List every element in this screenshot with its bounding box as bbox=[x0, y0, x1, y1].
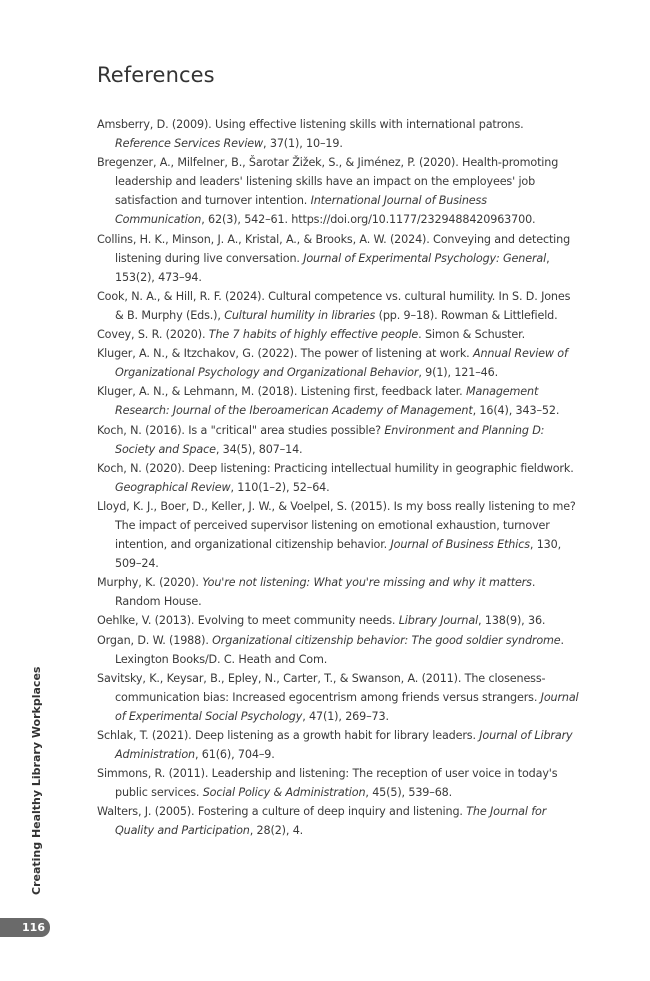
reference-entry bbox=[97, 573, 579, 611]
reference-source: Social Policy & Administration bbox=[202, 786, 366, 800]
reference-source: Geographical Review bbox=[115, 480, 231, 494]
reference-text: Kluger, A. N., & Lehmann, M. (2018). Listening first, feedback later. bbox=[97, 385, 466, 399]
reference-source: Journal of Experimental Social Psychology bbox=[115, 690, 579, 723]
reference-entry bbox=[97, 459, 579, 497]
reference-details: . Random House. bbox=[115, 576, 536, 609]
reference-entry bbox=[97, 764, 579, 802]
reference-source: Environment and Planning D: Society and Space bbox=[115, 423, 545, 456]
reference-details: . Simon & Schuster. bbox=[418, 328, 525, 342]
reference-entry bbox=[97, 115, 579, 153]
reference-details: , 62(3), 542–61. https://doi.org/10.1177/2329488420963700. bbox=[201, 213, 536, 227]
reference-entry bbox=[97, 344, 579, 382]
page-title: References bbox=[97, 63, 215, 87]
reference-details: , 34(5), 807–14. bbox=[215, 442, 303, 456]
reference-details: , 110(1–2), 52–64. bbox=[230, 480, 330, 494]
reference-text: Oehlke, V. (2013). Evolving to meet community needs. bbox=[97, 614, 399, 628]
running-book-title: Creating Healthy Library Workplaces bbox=[30, 666, 43, 895]
reference-details: , 37(1), 10–19. bbox=[263, 137, 343, 151]
reference-text: Savitsky, K., Keysar, B., Epley, N., Carter, T., & Swanson, A. (2011). The closeness-communication bias: Increased egocentrism among friends versus strangers. bbox=[97, 671, 546, 704]
reference-details: , 130, 509–24. bbox=[115, 538, 562, 571]
reference-source: Annual Review of Organizational Psychology and Organizational Behavior bbox=[115, 347, 568, 380]
reference-entry bbox=[97, 421, 579, 459]
reference-entry bbox=[97, 382, 579, 420]
reference-entry bbox=[97, 669, 579, 726]
reference-details: , 16(4), 343–52. bbox=[472, 404, 560, 418]
reference-details: (pp. 9–18). Rowman & Littlefield. bbox=[375, 308, 558, 322]
reference-text: Organ, D. W. (1988). bbox=[97, 633, 213, 647]
reference-details: , 45(5), 539–68. bbox=[365, 786, 453, 800]
reference-entry bbox=[97, 230, 579, 287]
reference-details: , 9(1), 121–46. bbox=[418, 366, 499, 380]
reference-text: Koch, N. (2020). Deep listening: Practicing intellectual humility in geographic fieldwork. bbox=[97, 461, 574, 475]
reference-source: Journal of Library Administration bbox=[115, 729, 573, 762]
reference-text: Walters, J. (2005). Fostering a culture of deep inquiry and listening. bbox=[97, 805, 467, 819]
reference-details: , 138(9), 36. bbox=[478, 614, 546, 628]
reference-source: Journal of Business Ethics bbox=[390, 538, 530, 552]
reference-details: , 153(2), 473–94. bbox=[115, 251, 550, 284]
reference-entry bbox=[97, 153, 579, 229]
reference-source: You're not listening: What you're missing and why it matters bbox=[202, 576, 532, 590]
reference-text: Schlak, T. (2021). Deep listening as a growth habit for library leaders. bbox=[97, 729, 480, 742]
reference-details: , 61(6), 704–9. bbox=[194, 748, 275, 762]
reference-source: The 7 habits of highly effective people bbox=[208, 328, 419, 342]
reference-source: The Journal for Quality and Participation bbox=[115, 805, 547, 838]
reference-entry bbox=[97, 631, 579, 669]
reference-entry bbox=[97, 611, 579, 630]
reference-source: Reference Services Review bbox=[115, 137, 264, 151]
reference-text: Simmons, R. (2011). Leadership and listening: The reception of user voice in today's public services. bbox=[97, 767, 558, 800]
reference-source: Organizational citizenship behavior: The good soldier syndrome bbox=[212, 633, 561, 647]
reference-entry bbox=[97, 287, 579, 325]
reference-entry bbox=[97, 802, 579, 840]
reference-entry bbox=[97, 497, 579, 573]
reference-entry bbox=[97, 726, 579, 764]
reference-text: Kluger, A. N., & Itzchakov, G. (2022). The power of listening at work. bbox=[97, 347, 473, 361]
reference-source: Library Journal bbox=[398, 614, 479, 628]
reference-text: Bregenzer, A., Milfelner, B., Šarotar Žižek, S., & Jiménez, P. (2020). Health-promoting leadership and leaders' listening skills have an impact on the employees' job satisfaction and turnover intention. bbox=[97, 156, 559, 208]
reference-text: Collins, H. K., Minson, J. A., Kristal, A., & Brooks, A. W. (2024). Conveying and detecting listening during live conversation. bbox=[97, 232, 571, 265]
reference-text: Cook, N. A., & Hill, R. F. (2024). Cultural competence vs. cultural humility. In S. D. Jones & B. Murphy (Eds.), bbox=[97, 289, 571, 322]
reference-text: Covey, S. R. (2020). bbox=[97, 328, 209, 342]
reference-entry bbox=[97, 325, 579, 344]
reference-source: Management Research: Journal of the Iberoamerican Academy of Management bbox=[115, 385, 539, 418]
page-number-tab: 116 bbox=[0, 918, 50, 937]
reference-source: Cultural humility in libraries bbox=[224, 308, 376, 322]
reference-details: . Lexington Books/D. C. Heath and Com. bbox=[115, 633, 564, 666]
reference-source: International Journal of Business Communication bbox=[115, 194, 487, 227]
reference-text: Lloyd, K. J., Boer, D., Keller, J. W., & Voelpel, S. (2015). Is my boss really listening to me? The impact of perceived supervisor listening on emotional exhaustion, turnover intention, and organizational citizenship behavior. bbox=[97, 499, 576, 552]
reference-text: Koch, N. (2016). Is a "critical" area studies possible? bbox=[97, 423, 385, 437]
reference-source: Journal of Experimental Psychology: General bbox=[303, 251, 547, 265]
reference-details: , 28(2), 4. bbox=[249, 824, 304, 838]
reference-details: , 47(1), 269–73. bbox=[302, 709, 389, 723]
reference-text: Murphy, K. (2020). bbox=[97, 576, 203, 590]
reference-text: Amsberry, D. (2009). Using effective listening skills with international patrons. bbox=[97, 118, 524, 131]
reference-list bbox=[97, 115, 579, 841]
